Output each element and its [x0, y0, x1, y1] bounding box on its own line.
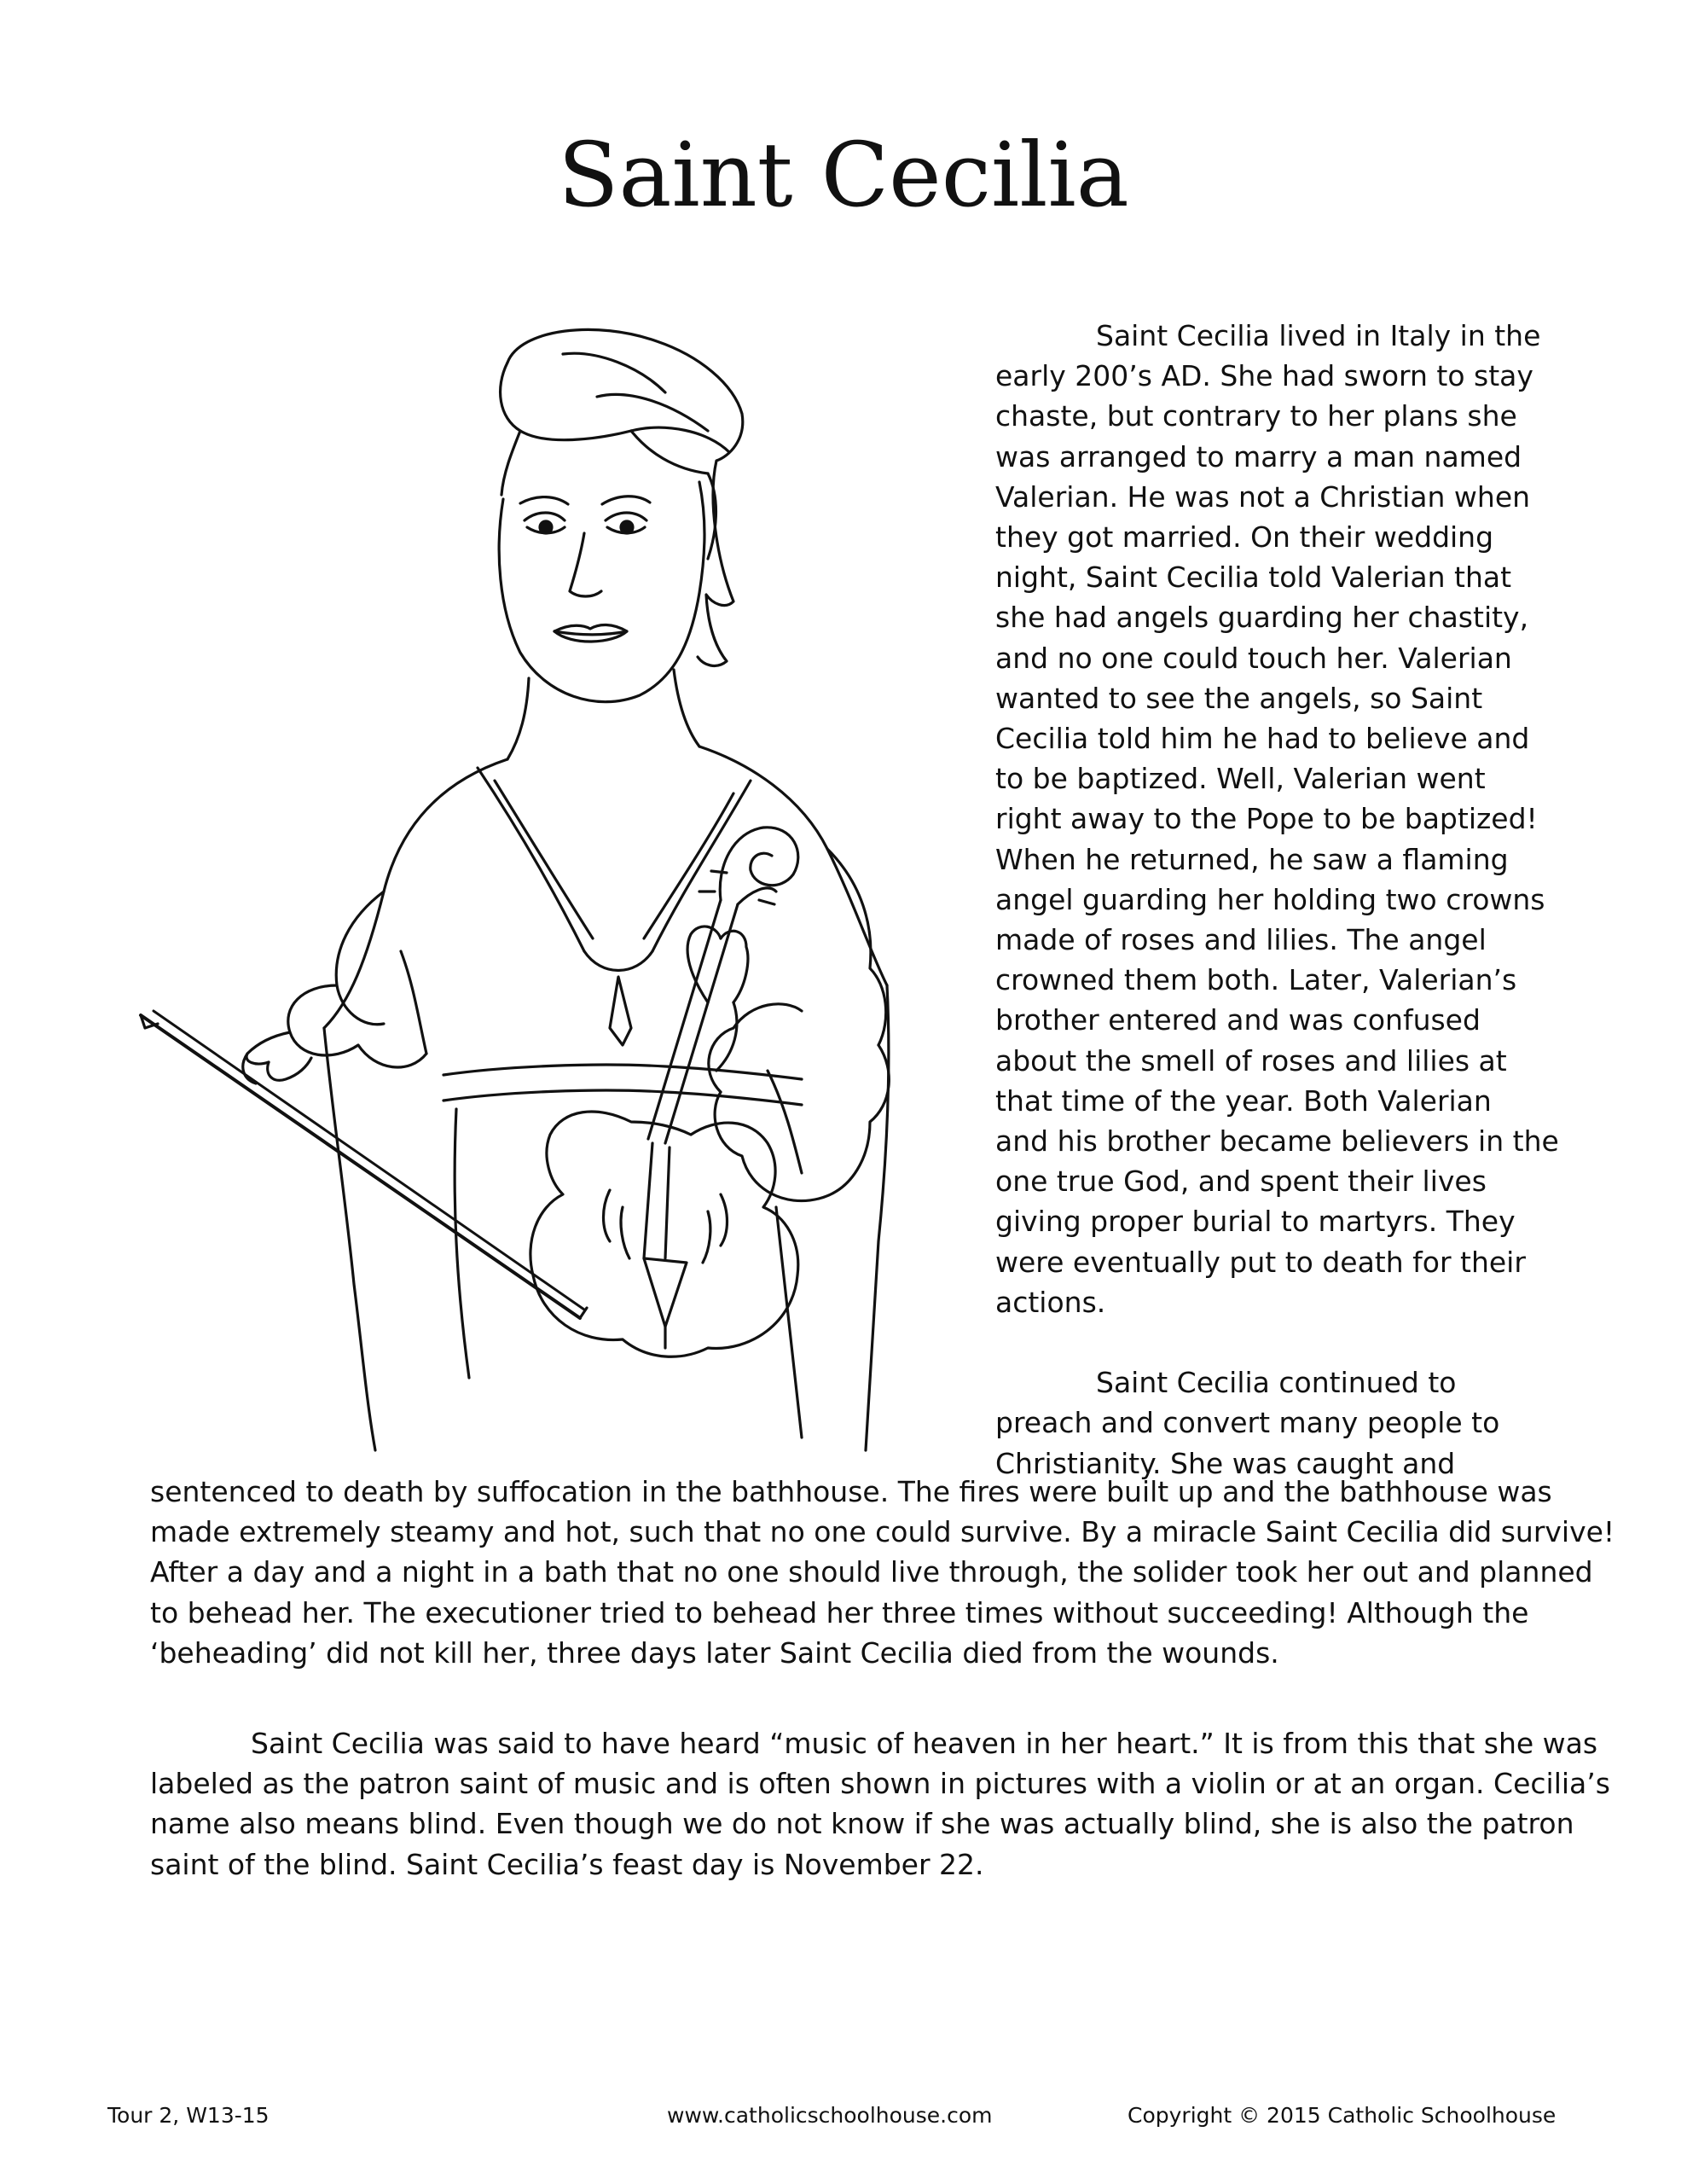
text-line: Saint Cecilia lived in Italy in the — [1096, 319, 1541, 352]
text-line: she had angels guarding her chastity, — [995, 601, 1529, 635]
text-line: ‘beheading’ did not kill her, three days later Saint Cecilia died from the wounds. — [150, 1635, 1279, 1670]
text-line: made extremely steamy and hot, such that no one could survive. By a miracle Saint Cecilia did survive! — [150, 1515, 1615, 1549]
page-title: Saint Cecilia — [558, 123, 1129, 227]
text-line: After a day and a night in a bath that no one should live through, the solider took her out and planned — [150, 1555, 1593, 1589]
text-line: Saint Cecilia continued to — [1096, 1366, 1457, 1400]
text-line: chaste, but contrary to her plans she — [995, 399, 1517, 433]
text-line: wanted to see the angels, so Saint — [995, 681, 1483, 715]
text-line: were eventually put to death for their — [995, 1245, 1526, 1279]
text-line: name also means blind. Even though we do not know if she was actually blind, she is also the patron — [150, 1807, 1574, 1841]
footer-course-label: Tour 2, W13-15 — [107, 2103, 270, 2128]
text-line: Saint Cecilia was said to have heard “music of heaven in her heart.” It is from this that she was — [251, 1727, 1598, 1760]
text-line: was arranged to marry a man named — [995, 439, 1522, 473]
text-line: preach and convert many people to — [995, 1406, 1500, 1440]
blank-line — [995, 1322, 1541, 1362]
text-line: and no one could touch her. Valerian — [995, 641, 1512, 675]
paragraph-3 — [150, 1723, 1610, 1885]
text-line: giving proper burial to martyrs. They — [995, 1205, 1516, 1239]
footer-website: www.catholicschoolhouse.com — [667, 2103, 993, 2128]
text-line: early 200’s AD. She had sworn to stay — [995, 359, 1533, 393]
text-line: Valerian. He was not a Christian when — [995, 479, 1531, 514]
text-line: actions. — [995, 1285, 1106, 1319]
text-line: one true God, and spent their lives — [995, 1165, 1487, 1199]
text-line: labeled as the patron saint of music and is often shown in pictures with a violin or at an organ. Cecilia’s — [150, 1767, 1610, 1801]
text-line: night, Saint Cecilia told Valerian that — [995, 561, 1512, 595]
saint-cecilia-violin-line-drawing-icon — [119, 303, 972, 1463]
footer-copyright: Copyright © 2015 Catholic Schoolhouse — [1128, 2103, 1557, 2128]
text-line: to be baptized. Well, Valerian went — [995, 762, 1486, 796]
text-line: they got married. On their wedding — [995, 520, 1494, 555]
text-line: that time of the year. Both Valerian — [995, 1083, 1492, 1118]
text-line: sentenced to death by suffocation in the bathhouse. The fires were built up and the bathhouse was — [150, 1475, 1552, 1508]
text-line: right away to the Pope to be baptized! — [995, 802, 1538, 836]
text-line: When he returned, he saw a flaming — [995, 842, 1509, 876]
text-line: made of roses and lilies. The angel — [995, 923, 1487, 957]
text-line: Christianity. She was caught and — [995, 1446, 1456, 1480]
text-line: saint of the blind. Saint Cecilia’s feast day is November 22. — [150, 1847, 984, 1881]
text-line: to behead her. The executioner tried to behead her three times without succeeding! Although the — [150, 1595, 1529, 1629]
paragraph-2 — [150, 1472, 1615, 1673]
text-line: and his brother became believers in the — [995, 1124, 1559, 1159]
text-line: crowned them both. Later, Valerian’s — [995, 963, 1517, 997]
text-line: angel guarding her holding two crowns — [995, 882, 1545, 916]
text-line: brother entered and was confused — [995, 1003, 1481, 1037]
paragraph-1 — [995, 316, 1559, 1484]
text-line: about the smell of roses and lilies at — [995, 1043, 1507, 1077]
text-line: Cecilia told him he had to believe and — [995, 722, 1530, 756]
